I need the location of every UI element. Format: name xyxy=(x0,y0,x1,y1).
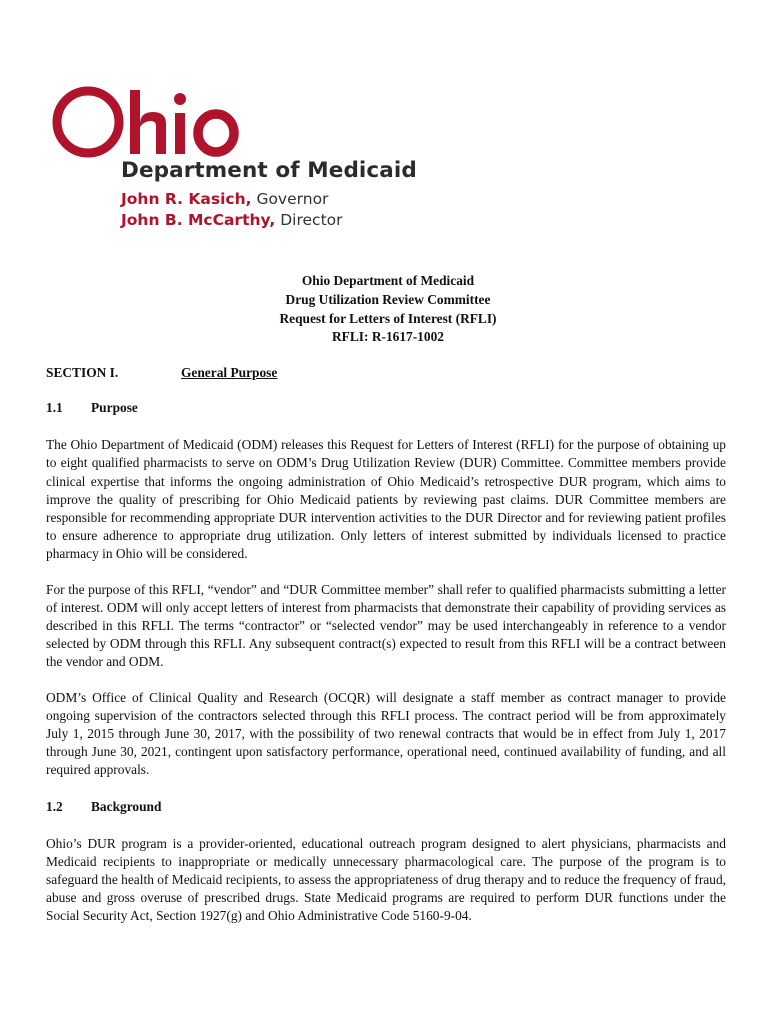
director-title: Director xyxy=(275,211,343,229)
purpose-paragraph-1: The Ohio Department of Medicaid (ODM) releases this Request for Letters of Interest (RFLI) for the purpose of obtaining up to eight qualified pharmacists to serve on ODM’s Drug Utilization Review (DUR) Committee. Committee members provide clinical expertise that informs the ongoing administration of Ohio Medicaid’s retrospective DUR program, which aims to improve the quality of prescribing for Ohio Medicaid patients by reviewing past claims. DUR Committee members are responsible for recommending appropriate DUR intervention activities to the DUR Director and for reviewing patient profiles to ensure adherence to appropriate drug utilization. Only letters of interest submitted by individuals licensed to practice pharmacy in Ohio will be considered. xyxy=(46,437,726,562)
document-body xyxy=(46,272,726,926)
section-title: General Purpose xyxy=(181,365,278,381)
ohio-logo xyxy=(50,82,250,162)
subsection-heading-background xyxy=(46,798,726,817)
governor-name: John R. Kasich, xyxy=(121,190,252,208)
department-name: Department of Medicaid xyxy=(121,158,417,183)
logo-text: Ohio xyxy=(50,82,52,83)
section-heading xyxy=(46,364,726,383)
document-header xyxy=(50,272,726,347)
header-line-1: Ohio Department of Medicaid xyxy=(301,273,475,288)
subsection-number: 1.1 xyxy=(46,400,63,416)
director-name: John B. McCarthy, xyxy=(121,211,276,229)
governor-line xyxy=(121,190,328,208)
header-line-2: Drug Utilization Review Committee xyxy=(285,291,491,307)
subsection-heading-purpose xyxy=(46,399,726,418)
subsection-title: Purpose xyxy=(91,400,138,416)
director-line xyxy=(121,211,343,229)
subsection-title: Background xyxy=(91,798,162,814)
subsection-number: 1.2 xyxy=(46,798,63,814)
section-number: SECTION I. xyxy=(46,365,119,381)
purpose-paragraph-2: For the purpose of this RFLI, “vendor” and “DUR Committee member” shall refer to qualified pharmacists submitting a letter of interest. ODM will only accept letters of interest from pharmacists that demonstrate their capability of providing services as described in this RFLI. The terms “contractor” or “selected vendor” may be used interchangeably in reference to a vendor selected by ODM through this RFLI. Any subsequent contract(s) expected to result from this RFLI will be a contract between the vendor and ODM. xyxy=(46,581,726,670)
letterhead xyxy=(0,0,770,240)
header-line-3: Request for Letters of Interest (RFLI) xyxy=(279,310,497,326)
governor-title: Governor xyxy=(251,190,329,208)
purpose-paragraph-3: ODM’s Office of Clinical Quality and Research (OCQR) will designate a staff member as contract manager to provide ongoing supervision of the contractors selected through this RFLI process. The contract period will be from approximately July 1, 2015 through June 30, 2017, with the possibility of two renewal contracts that would be in effect from July 1, 2017 through June 30, 2021, contingent upon satisfactory performance, operational need, continued availability of funding, and all required approvals. xyxy=(46,689,726,778)
header-line-4: RFLI: R-1617-1002 xyxy=(332,329,444,345)
background-paragraph-1: Ohio’s DUR program is a provider-oriented, educational outreach program designed to alert physicians, pharmacists and Medicaid recipients to inappropriate or medically unnecessary pharmacological care. The purpose of the program is to safeguard the health of Medicaid recipients, to assess the appropriateness of drug therapy and to reduce the frequency of fraud, abuse and gross overuse of prescribed drugs. State Medicaid programs are required to perform DUR functions under the Social Security Act, Section 1927(g) and Ohio Administrative Code 5160-9-04. xyxy=(46,835,726,924)
